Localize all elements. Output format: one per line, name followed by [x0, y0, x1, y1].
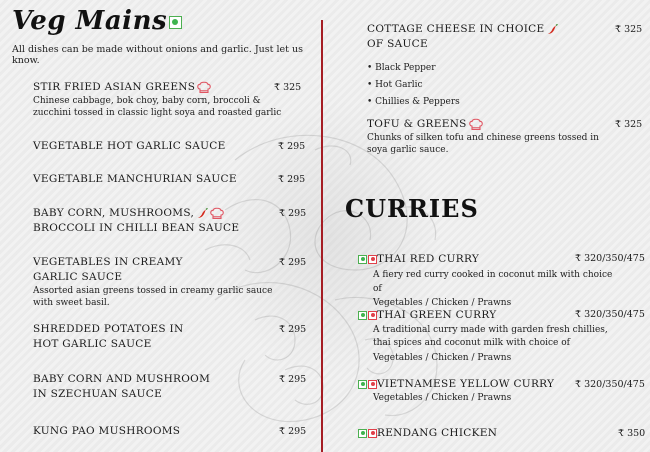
- veg-indicator-icon: [358, 255, 367, 264]
- item-description: Chinese cabbage, bok choy, baby corn, broccoli & zucchini tossed in classic light soya and roasted garlic: [33, 96, 282, 118]
- item-price: ₹ 295: [279, 257, 307, 268]
- chef-hat-icon: [469, 118, 483, 131]
- item-price: ₹ 295: [279, 426, 307, 437]
- menu-item: [33, 139, 226, 154]
- nonveg-indicator-icon: [368, 380, 377, 389]
- dietary-note: All dishes can be made without onions and garlic. Just let us know.: [12, 44, 303, 66]
- item-description: A fiery red curry cooked in coconut milk with choice of Vegetables / Chicken / Prawns: [373, 270, 613, 308]
- item-name-line2: OF SAUCE: [367, 38, 428, 50]
- section-title-veg-mains: [12, 6, 182, 36]
- item-name: TOFU & GREENS: [367, 117, 607, 132]
- item-name-line2: IN SZECHUAN SAUCE: [33, 388, 163, 400]
- item-price: ₹ 295: [278, 174, 306, 185]
- chef-hat-icon: [197, 81, 211, 94]
- item-price: ₹ 325: [615, 119, 643, 130]
- item-price: ₹ 295: [278, 141, 306, 152]
- menu-item: [367, 22, 607, 111]
- menu-item: [33, 172, 237, 187]
- veg-indicator-icon: [358, 380, 367, 389]
- chef-hat-icon: [210, 207, 224, 220]
- item-price: ₹ 325: [615, 24, 643, 35]
- item-name-line2: BROCCOLI IN CHILLI BEAN SAUCE: [33, 222, 240, 234]
- menu-item: [33, 322, 183, 352]
- item-price: ₹ 350: [618, 428, 646, 439]
- item-description: Vegetables / Chicken / Prawns: [373, 393, 512, 403]
- sauce-option: • Black Pepper: [367, 60, 607, 77]
- item-price: ₹ 320/350/475: [575, 309, 645, 320]
- menu-item: [33, 372, 210, 402]
- item-price: ₹ 295: [279, 208, 307, 219]
- item-name: RENDANG CHICKEN: [358, 426, 618, 441]
- item-price: ₹ 320/350/475: [575, 253, 645, 264]
- item-name: KUNG PAO MUSHROOMS: [33, 425, 181, 437]
- curry-item: [358, 426, 618, 441]
- item-name: SHREDDED POTATOES IN: [33, 323, 184, 335]
- item-name: BABY CORN, MUSHROOMS,: [33, 206, 239, 221]
- item-name: THAI RED CURRY: [358, 252, 618, 267]
- item-name: STIR FRIED ASIAN GREENS: [33, 80, 283, 95]
- item-price: ₹ 295: [279, 324, 307, 335]
- item-description: Chunks of silken tofu and chinese greens tossed in soya garlic sauce.: [367, 133, 599, 155]
- menu-item: [33, 424, 180, 439]
- nonveg-indicator-icon: [368, 429, 377, 438]
- sauce-option: • Hot Garlic: [367, 77, 607, 94]
- menu-item: [33, 206, 239, 236]
- item-price: ₹ 320/350/475: [575, 379, 645, 390]
- item-price: ₹ 325: [274, 82, 302, 93]
- veg-mains-title-text: Veg Mains: [12, 6, 168, 36]
- veg-indicator-icon: [169, 16, 182, 29]
- item-name: VEGETABLES IN CREAMY: [33, 256, 183, 268]
- item-name: VEGETABLE HOT GARLIC SAUCE: [33, 140, 226, 152]
- item-description: A traditional curry made with garden fresh chillies, thai spices and coconut milk with choice of Vegetables / Chicken / Prawns: [373, 325, 608, 363]
- item-description: Assorted asian greens tossed in creamy garlic sauce with sweet basil.: [33, 286, 273, 308]
- nonveg-indicator-icon: [368, 311, 377, 320]
- item-name: COTTAGE CHEESE IN CHOICE: [367, 22, 607, 37]
- chilli-icon: [197, 208, 208, 219]
- veg-indicator-icon: [358, 311, 367, 320]
- item-name: VEGETABLE MANCHURIAN SAUCE: [33, 173, 237, 185]
- item-price: ₹ 295: [279, 374, 307, 385]
- item-name-line2: HOT GARLIC SAUCE: [33, 338, 152, 350]
- column-divider: [321, 20, 323, 452]
- sauce-options-list: [367, 60, 607, 111]
- item-name: VIETNAMESE YELLOW CURRY: [358, 377, 618, 392]
- section-title-curries: CURRIES: [345, 194, 479, 223]
- item-name: THAI GREEN CURRY: [358, 308, 618, 323]
- nonveg-indicator-icon: [368, 255, 377, 264]
- menu-item: [33, 255, 283, 309]
- menu-item: [33, 80, 283, 119]
- item-name: BABY CORN AND MUSHROOM: [33, 373, 211, 385]
- menu-item: [367, 117, 607, 156]
- sauce-option: • Chillies & Peppers: [367, 94, 607, 111]
- item-name-line2: GARLIC SAUCE: [33, 271, 123, 283]
- chilli-icon: [547, 24, 558, 35]
- veg-indicator-icon: [358, 429, 367, 438]
